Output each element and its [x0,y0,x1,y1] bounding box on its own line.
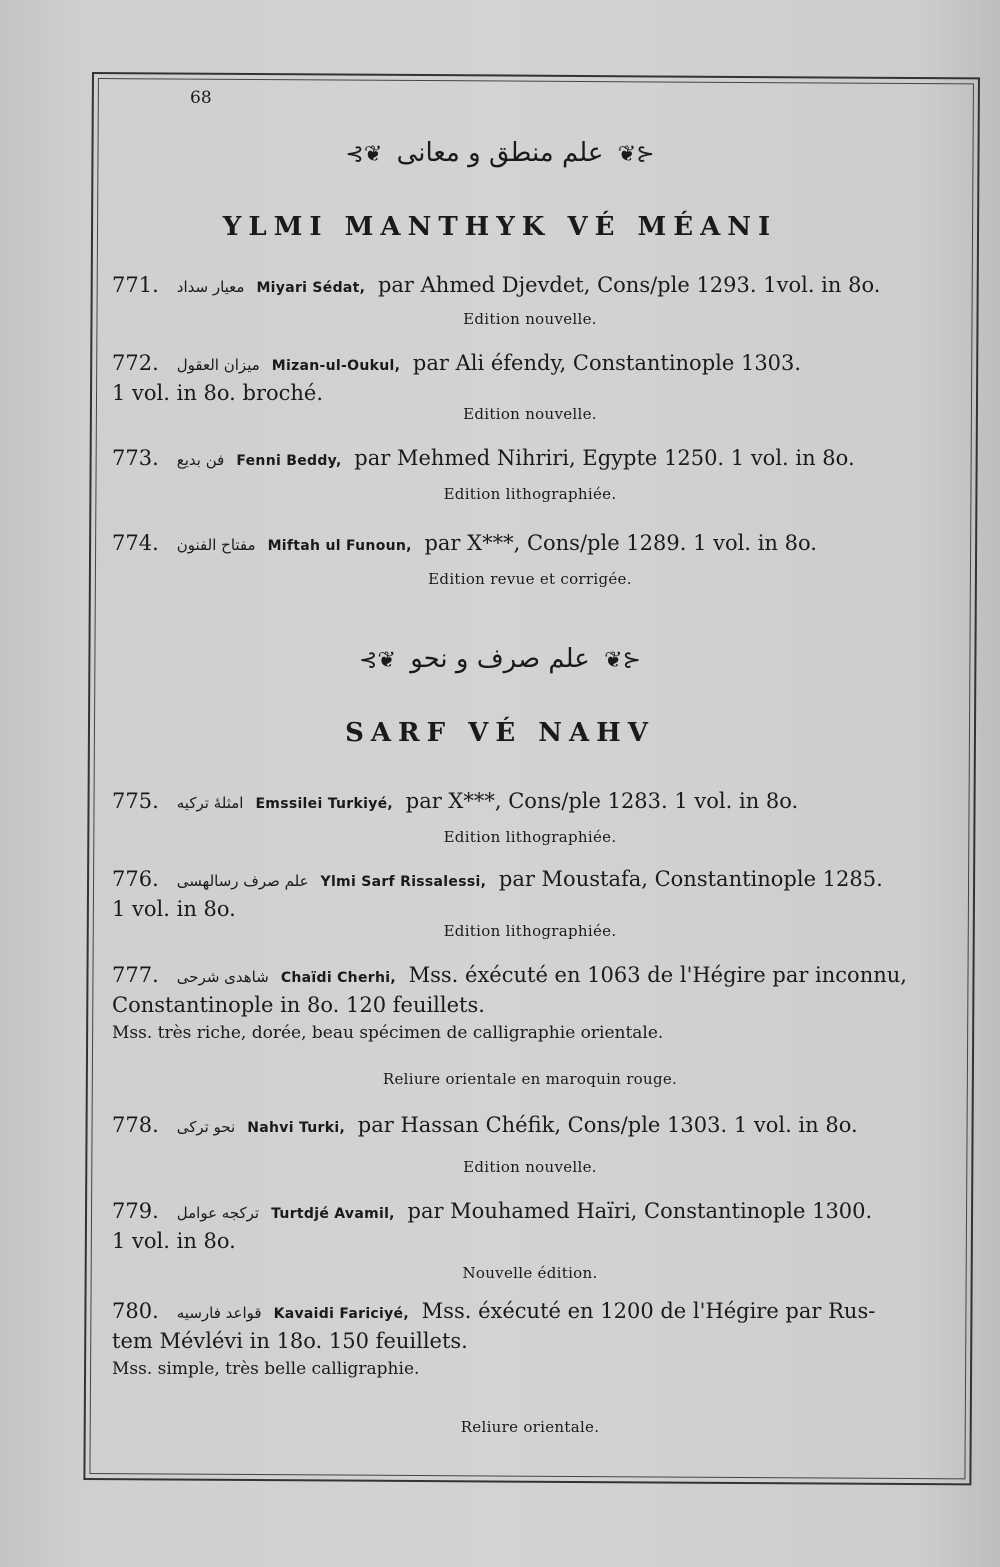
catalog-entry-779 [112,1198,944,1255]
entry-title: Miyari Sédat, [256,280,366,296]
entry-details: par X***, Cons/ple 1289. 1 vol. in 8o. [424,531,817,555]
entry-number: 779. [112,1199,159,1223]
entry-details: par Mehmed Nihriri, Egypte 1250. 1 vol. in 8o. [354,446,855,470]
entry-title: Turtdjé Avamil, [271,1206,395,1222]
catalog-entry-776 [112,866,944,923]
entry-arabic-title: شاهدی شرحی [176,968,269,986]
catalog-entry-775 [112,788,944,818]
catalog-entry-777 [112,962,944,1045]
entry-title: Nahvi Turki, [247,1120,346,1136]
catalog-entry-778 [112,1112,944,1142]
entry-arabic-title: فن بدیع [176,451,225,469]
entry-edition-772: Edition nouvelle. [463,405,597,423]
entry-title: Fenni Beddy, [236,453,342,469]
catalog-entry-771 [112,272,944,302]
arabic-heading-grammar [0,644,1000,674]
entry-details-cont: 1 vol. in 8o. [112,897,236,921]
entry-details-cont: tem Mévlévi in 18o. 150 feuillets. [112,1329,468,1353]
ornament-right-icon: ❦⊱ [617,142,655,167]
entry-title: Mizan-ul-Oukul, [271,358,401,374]
entry-title: Emssilei Turkiyé, [255,796,394,812]
entry-arabic-title: مفتاح الفنون [176,536,256,554]
entry-number: 772. [112,351,159,375]
entry-edition-775: Edition lithographiée. [443,828,617,846]
entry-details-cont: 1 vol. in 8o. [112,1229,236,1253]
entry-edition-780: Reliure orientale. [460,1418,600,1436]
entry-note: Mss. très riche, dorée, beau spécimen de calligraphie orientale. [112,1023,664,1043]
entry-arabic-title: میزان العقول [176,356,260,374]
entry-details: par X***, Cons/ple 1283. 1 vol. in 8o. [405,789,799,813]
entry-edition-777: Reliure orientale en maroquin rouge. [382,1070,678,1088]
arabic-heading-logic [0,138,1000,168]
entry-number: 780. [112,1299,159,1323]
entry-details: Mss. éxécuté en 1200 de l'Hégire par Rus- [421,1299,876,1323]
entry-details: par Moustafa, Constantinople 1285. [498,867,883,891]
entry-details: par Ahmed Djevdet, Cons/ple 1293. 1vol. in 8o. [377,273,881,297]
entry-number: 775. [112,789,159,813]
entry-number: 776. [112,867,159,891]
entry-details: par Mouhamed Haïri, Constantinople 1300. [407,1199,873,1223]
entry-title: Ylmi Sarf Rissalessi, [320,874,487,890]
arabic-heading-text: علم منطق و معانی [396,138,604,168]
ornament-left-icon: ⊰❦ [359,648,396,673]
entry-title: Miftah ul Funoun, [267,538,412,554]
entry-title: Kavaidi Fariciyé, [273,1306,409,1322]
entry-edition-774: Edition revue et corrigée. [428,570,632,588]
entry-details: par Ali éfendy, Constantinople 1303. [412,351,802,375]
entry-arabic-title: قواعد فارسیه [176,1304,262,1322]
entry-title: Chaïdi Cherhi, [280,970,396,986]
entry-details: Mss. éxécuté en 1063 de l'Hégire par inconnu, [408,963,907,987]
catalog-entry-780 [112,1298,944,1381]
entry-number: 774. [112,531,159,555]
ornament-left-icon: ⊰❦ [345,142,383,167]
entry-edition-771: Edition nouvelle. [463,310,597,328]
entry-arabic-title: ترکجه عوامل [176,1204,260,1222]
entry-number: 778. [112,1113,159,1137]
entry-edition-773: Edition lithographiée. [443,485,617,503]
entry-arabic-title: نحو ترکی [176,1118,236,1136]
entry-arabic-title: معیار سداد [176,278,245,296]
entry-arabic-title: علم صرف رسالهسی [176,872,309,890]
entry-number: 773. [112,446,159,470]
ornament-right-icon: ❦⊱ [604,648,641,673]
entry-number: 771. [112,273,159,297]
page-number: 68 [190,88,212,108]
entry-edition-779: Nouvelle édition. [462,1264,598,1282]
catalog-entry-774 [112,530,944,560]
section-title-logic: YLMI MANTHYK VÉ MÉANI [222,212,778,242]
catalog-entry-772 [112,350,944,407]
entry-number: 777. [112,963,159,987]
entry-note: Mss. simple, très belle calligraphie. [112,1359,420,1379]
catalog-entry-773 [112,445,944,475]
arabic-heading-text: علم صرف و نحو [410,644,590,674]
entry-details-cont: Constantinople in 8o. 120 feuillets. [112,993,485,1017]
section-title-grammar: SARF VÉ NAHV [345,718,655,748]
entry-edition-778: Edition nouvelle. [463,1158,597,1176]
entry-edition-776: Edition lithographiée. [443,922,617,940]
entry-details: par Hassan Chéfik, Cons/ple 1303. 1 vol. in 8o. [357,1113,858,1137]
entry-arabic-title: امثلهٔ ترکیه [176,794,244,812]
entry-details-cont: 1 vol. in 8o. broché. [112,381,324,405]
